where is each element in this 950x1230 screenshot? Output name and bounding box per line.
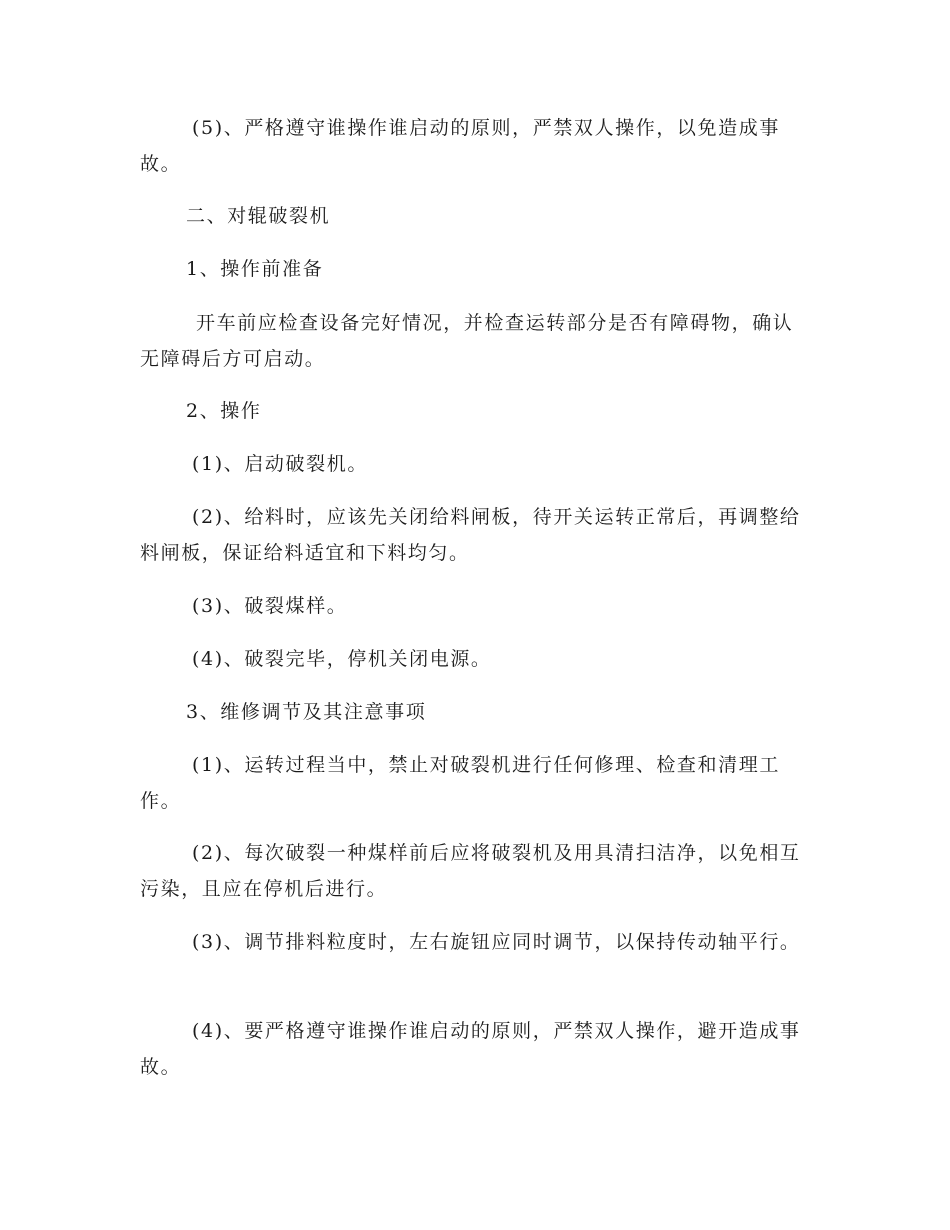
paragraph-maintenance-4: (4)、要严格遵守谁操作谁启动的原则，严禁双人操作，避开造成事故。	[140, 1020, 801, 1078]
section-heading-roll-crusher: 二、对辊破裂机	[186, 205, 331, 227]
paragraph-item-5: (5)、严格遵守谁操作谁启动的原则，严禁双人操作，以免造成事故。	[140, 117, 780, 175]
paragraph-operation-1: (1)、启动破裂机。	[192, 453, 368, 475]
subheading-maintenance: 3、维修调节及其注意事项	[186, 701, 427, 723]
paragraph-operation-3: (3)、破裂煤样。	[192, 595, 348, 617]
paragraph-maintenance-1: (1)、运转过程当中，禁止对破裂机进行任何修理、检查和清理工作。	[140, 754, 780, 812]
subheading-operation: 2、操作	[186, 400, 262, 422]
paragraph-preparation: 开车前应检查设备完好情况，并检查运转部分是否有障碍物，确认无障碍后方可启动。	[140, 312, 794, 370]
paragraph-operation-2: (2)、给料时，应该先关闭给料闸板，待开关运转正常后，再调整给料闸板，保证给料适宜和下料均匀。	[140, 506, 801, 564]
paragraph-maintenance-3: (3)、调节排料粒度时，左右旋钮应同时调节，以保持传动轴平行。	[192, 931, 801, 953]
paragraph-operation-4: (4)、破裂完毕，停机关闭电源。	[192, 648, 492, 670]
paragraph-maintenance-2: (2)、每次破裂一种煤样前后应将破裂机及用具清扫洁净，以免相互污染，且应在停机后进行。	[140, 842, 801, 900]
subheading-preparation: 1、操作前准备	[186, 258, 324, 280]
